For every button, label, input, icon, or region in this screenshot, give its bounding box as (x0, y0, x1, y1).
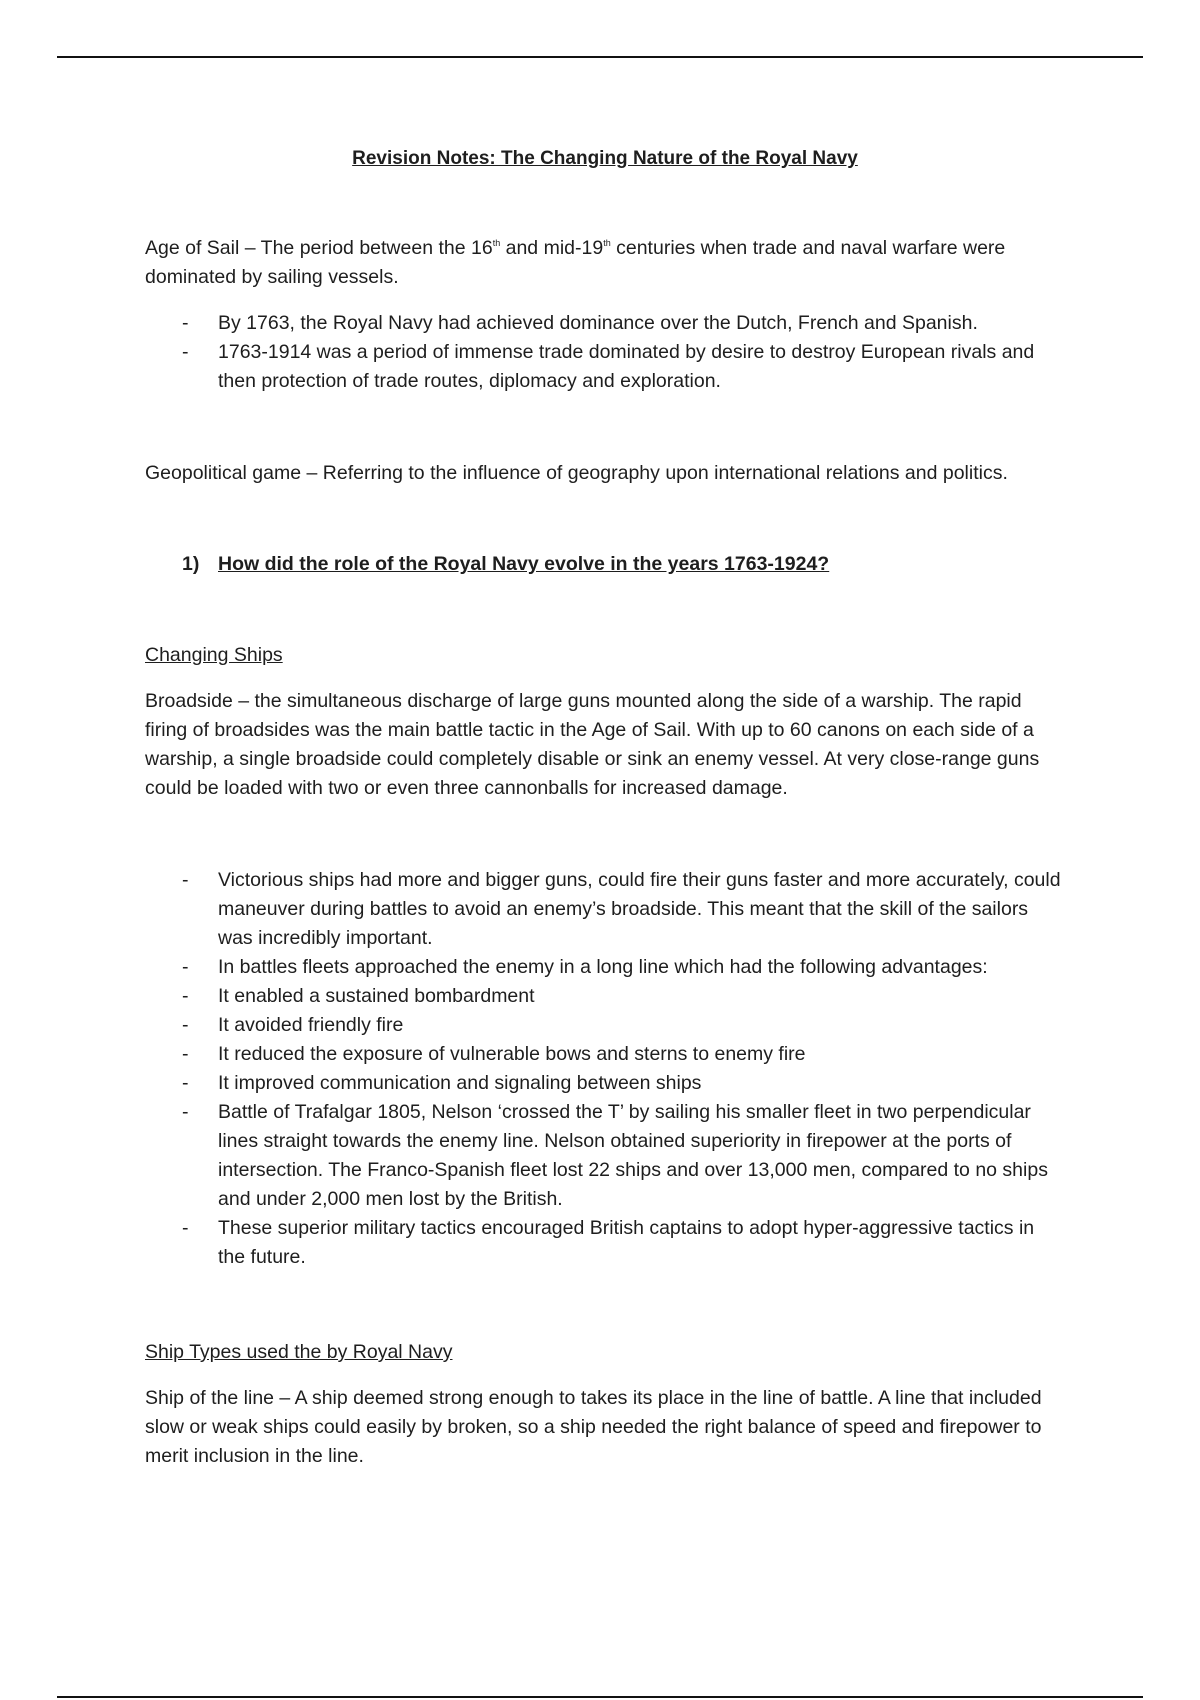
question-text: How did the role of the Royal Navy evolve in the years 1763-1924? (218, 553, 830, 575)
age-of-sail-term: Age of Sail (145, 237, 240, 259)
dash-bullet-icon: - (182, 312, 189, 334)
dash-bullet-icon: - (182, 1217, 189, 1239)
dash-bullet-icon: - (182, 1101, 189, 1123)
list-item: - It reduced the exposure of vulnerable bows and sterns to enemy fire (145, 1040, 1065, 1069)
dash-bullet-icon: - (182, 1014, 189, 1036)
list-item: - In battles fleets approached the enemy in a long line which had the following advantages: (145, 953, 1065, 982)
list-item: - It improved communication and signaling between ships (145, 1069, 1065, 1098)
list-item: - It enabled a sustained bombardment (145, 982, 1065, 1011)
definition-text-b: and mid-19 (500, 237, 604, 259)
dash-bullet-icon: - (182, 1072, 189, 1094)
list-item: - These superior military tactics encouraged British captains to adopt hyper-aggressive tactics in the future. (145, 1214, 1065, 1272)
list-item: - It avoided friendly fire (145, 1011, 1065, 1040)
age-of-sail-bullets (145, 309, 1065, 396)
dash-bullet-icon: - (182, 869, 189, 891)
definition-text-c: centuries when trade and naval warfare were dominated by sailing vessels. (145, 237, 1006, 288)
dash-bullet-icon: - (182, 985, 189, 1007)
ordinal-suffix: th (492, 238, 501, 248)
question-heading (182, 550, 829, 579)
list-item: - Victorious ships had more and bigger guns, could fire their guns faster and more accurately, could maneuver during battles to avoid an enemy’s broadside. This meant that the skill of the sailors was incredibly important. (145, 866, 1065, 953)
age-of-sail-definition (145, 234, 1065, 292)
definition-text-a: The period between the 16 (260, 237, 493, 259)
ship-of-the-line-definition: Ship of the line – A ship deemed strong enough to takes its place in the line of battle. A line that included slow or weak ships could easily by broken, so a ship needed the right balance of speed and firepower to merit inclusion in the line. (145, 1387, 1042, 1467)
dash-bullet-icon: - (182, 956, 189, 978)
list-item: - 1763-1914 was a period of immense trade dominated by desire to destroy European rivals and then protection of trade routes, diplomacy and exploration. (145, 338, 1065, 396)
top-rule (57, 56, 1143, 58)
changing-ships-heading: Changing Ships (145, 644, 283, 666)
list-item: - By 1763, the Royal Navy had achieved dominance over the Dutch, French and Spanish. (145, 309, 1065, 338)
list-item: - Battle of Trafalgar 1805, Nelson ‘crossed the T’ by sailing his smaller fleet in two perpendicular lines straight towards the enemy line. Nelson obtained superiority in firepower at the ports of intersection. The Franco-Spanish fleet lost 22 ships and over 13,000 men, compared to no ships and under 2,000 men lost by the British. (145, 1098, 1065, 1214)
dash-bullet-icon: - (182, 341, 189, 363)
broadside-definition: Broadside – the simultaneous discharge of large guns mounted along the side of a warship. The rapid firing of broadsides was the main battle tactic in the Age of Sail. With up to 60 canons on each side of a warship, a single broadside could completely disable or sink an enemy vessel. At very close-range guns could be loaded with two or even three cannonballs for increased damage. (145, 690, 1040, 799)
ordinal-suffix: th (603, 238, 611, 248)
document-title: Revision Notes: The Changing Nature of the Royal Navy (352, 148, 858, 169)
bottom-rule (57, 1696, 1143, 1698)
ship-types-heading: Ship Types used the by Royal Navy (145, 1341, 453, 1363)
geopolitical-definition: Geopolitical game – Referring to the influence of geography upon international relations and politics. (145, 462, 1008, 484)
dash-bullet-icon: - (182, 1043, 189, 1065)
changing-ships-bullets (145, 866, 1065, 1272)
question-number: 1) (182, 553, 200, 575)
definition-dash: – (244, 237, 256, 259)
